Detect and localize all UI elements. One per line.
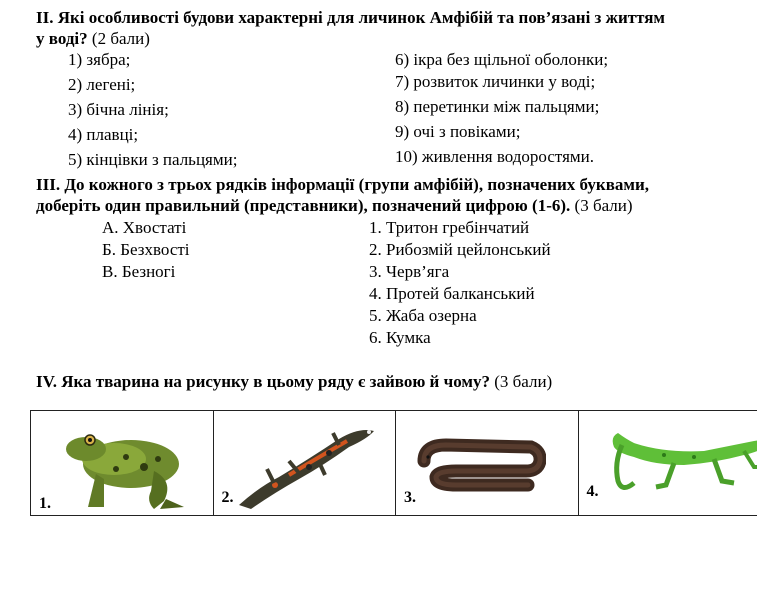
- q3-group: Б. Безхвості: [102, 240, 190, 259]
- q3-title-line1: III. До кожного з трьох рядків інформації (групи амфібій), позначених буквами,: [36, 175, 650, 194]
- picture-cell: [213, 411, 396, 516]
- q2-option: 4) плавці;: [68, 125, 139, 144]
- picture-number: 4.: [586, 483, 599, 500]
- q3-group: А. Хвостаті: [102, 218, 187, 237]
- picture-number: 2.: [221, 489, 234, 506]
- pictures-table: [30, 410, 757, 516]
- picture-cell: [396, 411, 579, 516]
- q3-representative: 5. Жаба озерна: [369, 306, 477, 325]
- picture-number: 1.: [39, 495, 51, 512]
- q2-title-line1: II. Які особливості будови характерні для личинок Амфібій та пов’язані з життям: [36, 8, 666, 27]
- frog-icon: [56, 419, 196, 514]
- q4-title: IV. Яка тварина на рисунку в цьому ряду є зайвою й чому? (3 бали): [36, 372, 553, 391]
- q2-option: 9) очі з повіками;: [395, 122, 521, 141]
- q3-title-line2: доберіть один правильний (представники), позначений цифрою (1-6). (3 бали): [36, 196, 633, 215]
- q2-option: 10) живлення водоростями.: [395, 147, 595, 166]
- q3-representative: 1. Тритон гребінчатий: [369, 218, 530, 237]
- picture-cell: [31, 411, 214, 516]
- q3-representative: 4. Протей балканський: [369, 284, 535, 303]
- q3-representative: 6. Кумка: [369, 328, 431, 347]
- q2-option: 5) кінцівки з пальцями;: [68, 150, 238, 169]
- q2-option: 3) бічна лінія;: [68, 100, 169, 119]
- q2-option: 8) перетинки між пальцями;: [395, 97, 600, 116]
- q3-representative: 3. Черв’яга: [369, 262, 450, 281]
- q2-option: 2) легені;: [68, 75, 136, 94]
- q2-title-line2: у воді? (2 бали): [36, 29, 150, 48]
- q3-representative: 2. Рибозмій цейлонський: [369, 240, 551, 259]
- picture-cell: [578, 411, 757, 516]
- caecilian-icon: [416, 431, 546, 501]
- q2-option: 6) ікра без щільної оболонки;: [395, 50, 609, 69]
- newt-icon: [229, 417, 379, 512]
- picture-number: 3.: [404, 489, 416, 506]
- lizard-icon: [604, 423, 757, 503]
- q2-option: 7) розвиток личинки у воді;: [395, 72, 596, 91]
- q2-option: 1) зябра;: [68, 50, 131, 69]
- q3-group: В. Безногі: [102, 262, 176, 281]
